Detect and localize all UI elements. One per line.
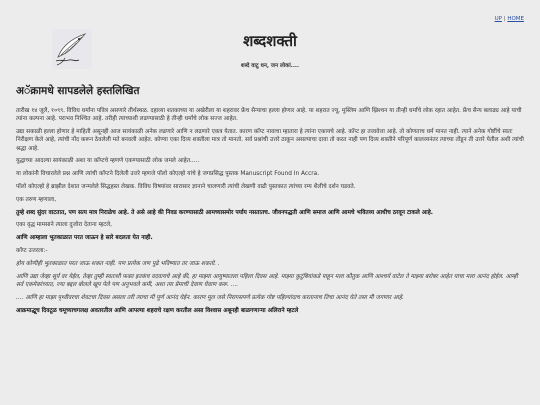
paragraph: एक तरुण म्हणाला,	[16, 196, 57, 203]
paragraph: आक्रमाद्धूच दिवटूळ चमूच्याचगलक्ष अवतरतील आणि आपल्या शहराचे रक्षण करतील असा विश्वास अबूनही बाळगणाऱ्या अलिराने म्हटले	[16, 307, 299, 314]
paragraph: .... आणि हा माझा पृथ्वीवरचा शेवटचा दिवस असला तरी त्याचा मी पूर्ण आनंद घेईन. कारण मूल जसे निरागसपणे प्रत्येक गोष्ट पहिल्यांदाच करतानाच तिचा आनंद घेते तसा मी जगणार आहे.	[16, 294, 404, 301]
paragraph: होय कोणीही भूतकाळात परत जाऊ शकत नाही. पण प्रत्येक जण पुढे भविष्यात तर जाऊ शकतो. .	[16, 260, 220, 267]
up-link[interactable]: UP	[494, 16, 502, 22]
paragraph: तारीख १४ जुलै, १०९९. विविध धर्मांना पवित्र असणारे तीर्थस्थळ. दहाव्या शतकाच्या या अखेरीला या शहरावर फ्रेंच सैन्याचा हल्ला होणार आहे. या शहरात ज्यू, मुस्लिम आणि ख्रिश्चन या तीन्ही धर्मांचे लोक रहात आहेत. फ्रेंच सैन्य बलाढ्य आहे याची त्यांना कल्पना आहे. पराभव निश्चित आहे. तरीही त्याच्याशी लढण्यासाठी हे तीन्ही धर्मांचे लोक सज्ज आहेत.	[16, 108, 522, 123]
paragraph: कॉप्ट उत्तरला:-	[16, 248, 48, 255]
paragraph: तुम्हे शब्द सुंदर वाटतात, पण सत्य मात्र निराळेच आहे. ते असे आहे की निवड करण्यासाठी आमच्यासमोर पर्याय नसतातच. जीवनपद्धती आणि समाज आणि आमचे भवितव्य आधीच ठरवून टाकले आहे.	[16, 209, 434, 216]
site-tagline: शब्दे वाटू धन, जन लोकां....	[240, 63, 300, 69]
page-title: अॅक्रामधे सापडलेले हस्तलिखित	[16, 85, 140, 97]
paragraph: एका वृद्ध मामसाने त्याला दुजोरा देताना म्हटले,	[16, 222, 112, 229]
paragraph: या लोकांनी विचारलेले प्रश्न आणि त्यांची कॉप्टने दिलेली उत्तरे म्हणजे पॉलो कोएल्हो यांचे हे जगप्रसिद्ध पुस्तक Manuscript Found In Accra.	[16, 171, 320, 178]
paragraph: उद्या सकाळी हल्ला होणार हे माहिती असूनही आज सायंकाळी अनेक लढणारे आणि न लढणारे एकत्र येतात. कारण कॉप्ट नावाचा म्हातारा हे त्यांना एकायचे आहे. कॉप्ट हा तत्त्ववेत्ता आहे. तो कोणताच धर्म मानत नाही. त्याने अनेक गोष्टींचे स्वतः निरीक्षण केले आहे, त्यांची नोंद करून ठेवलेली मते बनवली आहेत. कोण्या एका दिव्य शक्तीला मात्र तो मानतो. सर्व प्रश्नांची उत्तरे ठाकून असल्याचा दावा तो करत नाही पण दिव्य शक्तीने परिपूर्ण कालव्यनंतर त्याच्या तोंडून ती उत्तरे येतील अशी त्यांची श्रद्धा आहे.	[16, 129, 524, 152]
paragraph: पॉलो कोएल्हो हे ब्राझील देशात जन्मलेले सिद्धहस्त लेखक. विविध विषयांवर सारासार ज्ञानाने चालणारी त्यांची लेखणी वाढी पुस्तकात त्यांच्या रम्य शैलीचे दर्शन घडवते.	[16, 184, 356, 191]
home-link[interactable]: HOME	[507, 16, 524, 22]
paragraph: युद्धाच्या आदल्या सायंकाळी अशा या कॉप्टचे म्हणणे एकण्यासाठी लोक जमले आहेत.....	[16, 158, 200, 165]
paragraph: आणि आम्हाला भूतकाळात परत जाऊन हे सारे बदलता येत नाही.	[16, 235, 153, 242]
paragraph: आणि उद्या जेव्हा सूर्य वर येईल, तेव्हा तुम्ही स्वतःशी फक्त इतकंच वदवायचे आहे की, हा माझ्या आयुष्यातला पहिला दिवस आहे. माझ्या कुटुंबियांकडे पाहून मला कौतुक आणि आश्चर्य वाटेल ते माझ्या बरोबर आहेत याचा मला आनंद होईल. आम्ही सर्व एकमेकांच्यात, ज्या बद्दल बोलले खूप पेले पण अनुभवले कमी, अशा त्या प्रेमाची देवाण घेवाण करू. ....	[16, 273, 518, 288]
top-links	[495, 16, 524, 22]
link-separator: |	[503, 16, 506, 22]
article-content	[16, 84, 524, 319]
site-title: शब्दशक्ती	[243, 32, 297, 50]
